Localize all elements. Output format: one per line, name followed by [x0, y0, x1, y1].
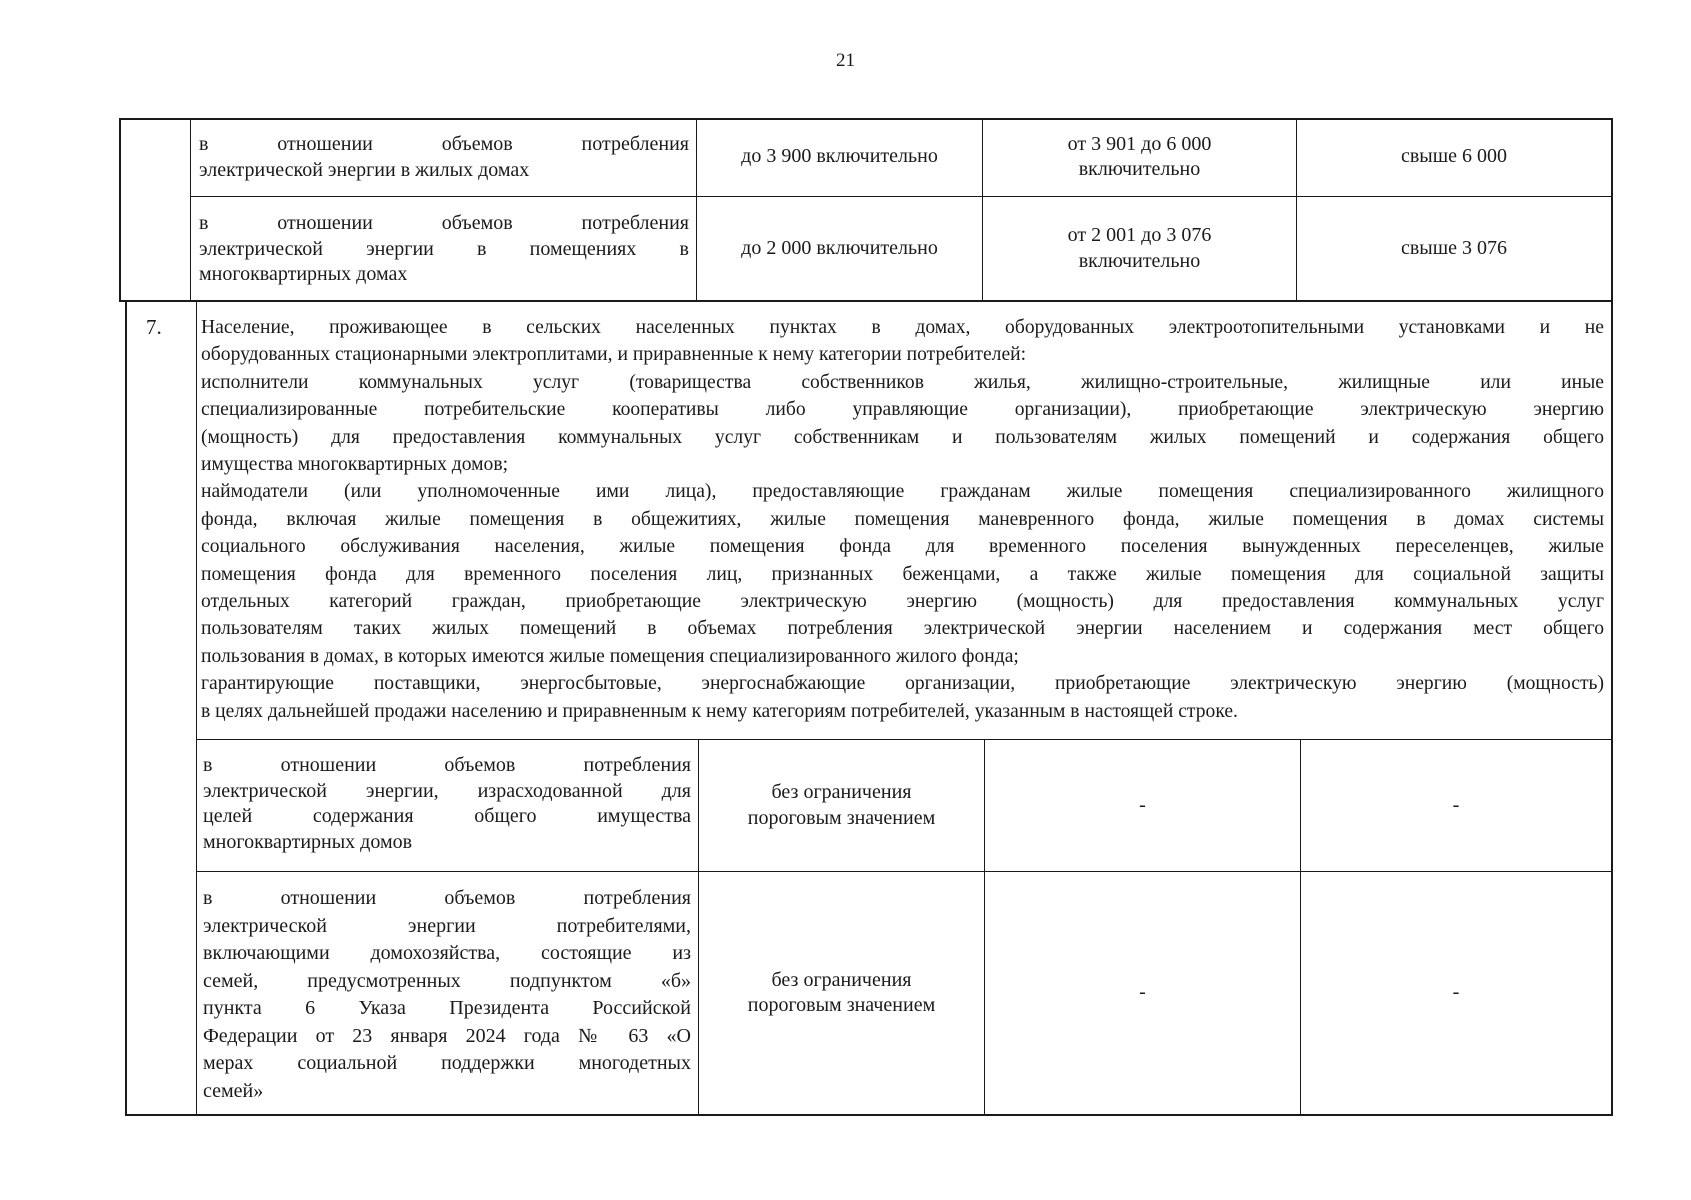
- description-line: в отношении объемов потребления: [203, 754, 691, 776]
- cell-text: включительно: [1078, 249, 1201, 272]
- cell-text: -: [1452, 981, 1460, 1004]
- cell-text: до 3 900 включительно: [741, 145, 938, 168]
- row-electricity-houses-threshold-low: [697, 118, 982, 196]
- section-7-line: в целях дальнейшей продажи населению и приравненным к нему категориям потребителей, указанным в настоящей строке.: [201, 700, 1238, 722]
- row-common-property-threshold-mid: [985, 740, 1300, 871]
- section-number: 7.: [146, 315, 162, 339]
- description-line: в отношении объемов потребления: [199, 212, 689, 234]
- row-electricity-apartments-threshold-low: [697, 197, 982, 300]
- section-7-line: гарантирующие поставщики, энергосбытовые, энергоснабжающие организации, приобретающие электрическую энергию (мощность): [201, 673, 1604, 695]
- section-7-line: фонда, включая жилые помещения в общежитиях, жилые помещения маневренного фонда, жилые помещения в домах системы: [201, 508, 1604, 530]
- description-line: в отношении объемов потребления: [199, 133, 689, 155]
- cell-text: пороговым значением: [747, 806, 936, 829]
- row-large-families-threshold-high: [1301, 872, 1611, 1114]
- section-7-line: пользования в домах, в которых имеются жилые помещения специализированного жилого фонда;: [201, 645, 1019, 667]
- cell-text: -: [1139, 793, 1146, 816]
- section-7-line: имущества многоквартирных домов;: [201, 454, 509, 476]
- row-electricity-apartments-threshold-high: [1297, 197, 1611, 300]
- row-electricity-houses-threshold-mid: [983, 118, 1296, 196]
- cell-text: от 3 901 до 6 000: [1067, 132, 1212, 155]
- description-line: пункта 6 Указа Президента Российской: [203, 997, 691, 1019]
- cell-text: до 2 000 включительно: [741, 236, 938, 259]
- description-line: включающими домохозяйства, состоящие из: [203, 942, 691, 964]
- section-7-line: помещения фонда для временного поселения лиц, признанных беженцами, а также жилые помещения для социальной защиты: [201, 563, 1604, 585]
- cell-text: без ограничения: [771, 968, 912, 991]
- row-common-property-threshold-low: [699, 740, 984, 871]
- row-large-families-threshold-mid: [985, 872, 1300, 1114]
- row-electricity-houses-threshold-high: [1297, 118, 1611, 196]
- cell-text: пороговым значением: [747, 994, 936, 1016]
- row-common-property-description: [203, 753, 691, 855]
- cell-text: -: [1452, 793, 1460, 816]
- description-line: электрической энергии в помещениях в: [199, 237, 689, 260]
- row-large-families-threshold-low: [699, 872, 984, 1114]
- cell-text: без ограничения: [771, 781, 912, 803]
- description-line: в отношении объемов потребления: [203, 887, 691, 909]
- description-line: Федерации от 23 января 2024 года № 63 «О: [203, 1024, 691, 1047]
- description-line: электрической энергии потребителями,: [203, 914, 691, 937]
- cell-text: включительно: [1078, 158, 1201, 180]
- page-number: 21: [836, 50, 855, 71]
- row-common-property-threshold-high: [1301, 740, 1611, 871]
- description-line: электрической энергии, израсходованной для: [203, 779, 691, 802]
- row-electricity-houses-description: [199, 132, 689, 183]
- cell-text: свыше 3 076: [1400, 236, 1508, 259]
- description-line: мерах социальной поддержки многодетных: [203, 1052, 691, 1074]
- section-7-line: (мощность) для предоставления коммунальных услуг собственникам и пользователям жилых помещений и содержания общего: [201, 426, 1604, 448]
- section-7-line: социального обслуживания населения, жилые помещения фонда для временного поселения вынужденных переселенцев, жилые: [201, 536, 1604, 558]
- row-large-families-description: [203, 885, 691, 1105]
- section-7-line: специализированные потребительские кооперативы либо управляющие организации), приобретающие электрическую энергию: [201, 399, 1604, 421]
- description-line: многоквартирных домах: [199, 263, 408, 285]
- section-7-line: наймодатели (или уполномоченные ими лица), предоставляющие гражданам жилые помещения специализированного жилищного: [201, 481, 1604, 503]
- section-7-line: исполнители коммунальных услуг (товарищества собственников жилья, жилищно-строительные, жилищные или иные: [201, 371, 1604, 393]
- section-7-line: оборудованных стационарными электроплитами, и приравненные к нему категории потребителей:: [201, 344, 1027, 366]
- section-7-line: Население, проживающее в сельских населенных пунктах в домах, оборудованных электроотопительными установками и не: [201, 317, 1604, 338]
- description-line: семей, предусмотренных подпунктом «б»: [203, 969, 691, 992]
- section-7-line: пользователям таких жилых помещений в объемах потребления электрической энергии населением и содержания мест общего: [201, 618, 1604, 640]
- row-electricity-apartments-threshold-mid: [983, 197, 1296, 300]
- row-electricity-apartments-description: [199, 211, 689, 288]
- description-line: семей»: [203, 1079, 264, 1102]
- description-line: многоквартирных домов: [203, 830, 413, 853]
- description-line: электрической энергии в жилых домах: [199, 158, 530, 181]
- cell-text: от 2 001 до 3 076: [1067, 224, 1212, 246]
- section-7-text: [201, 314, 1604, 725]
- cell-text: свыше 6 000: [1400, 145, 1508, 168]
- cell-text: -: [1139, 981, 1146, 1004]
- section-7-line: отдельных категорий граждан, приобретающие электрическую энергию (мощность) для предоставления коммунальных услуг: [201, 591, 1604, 613]
- description-line: целей содержания общего имущества: [203, 805, 691, 827]
